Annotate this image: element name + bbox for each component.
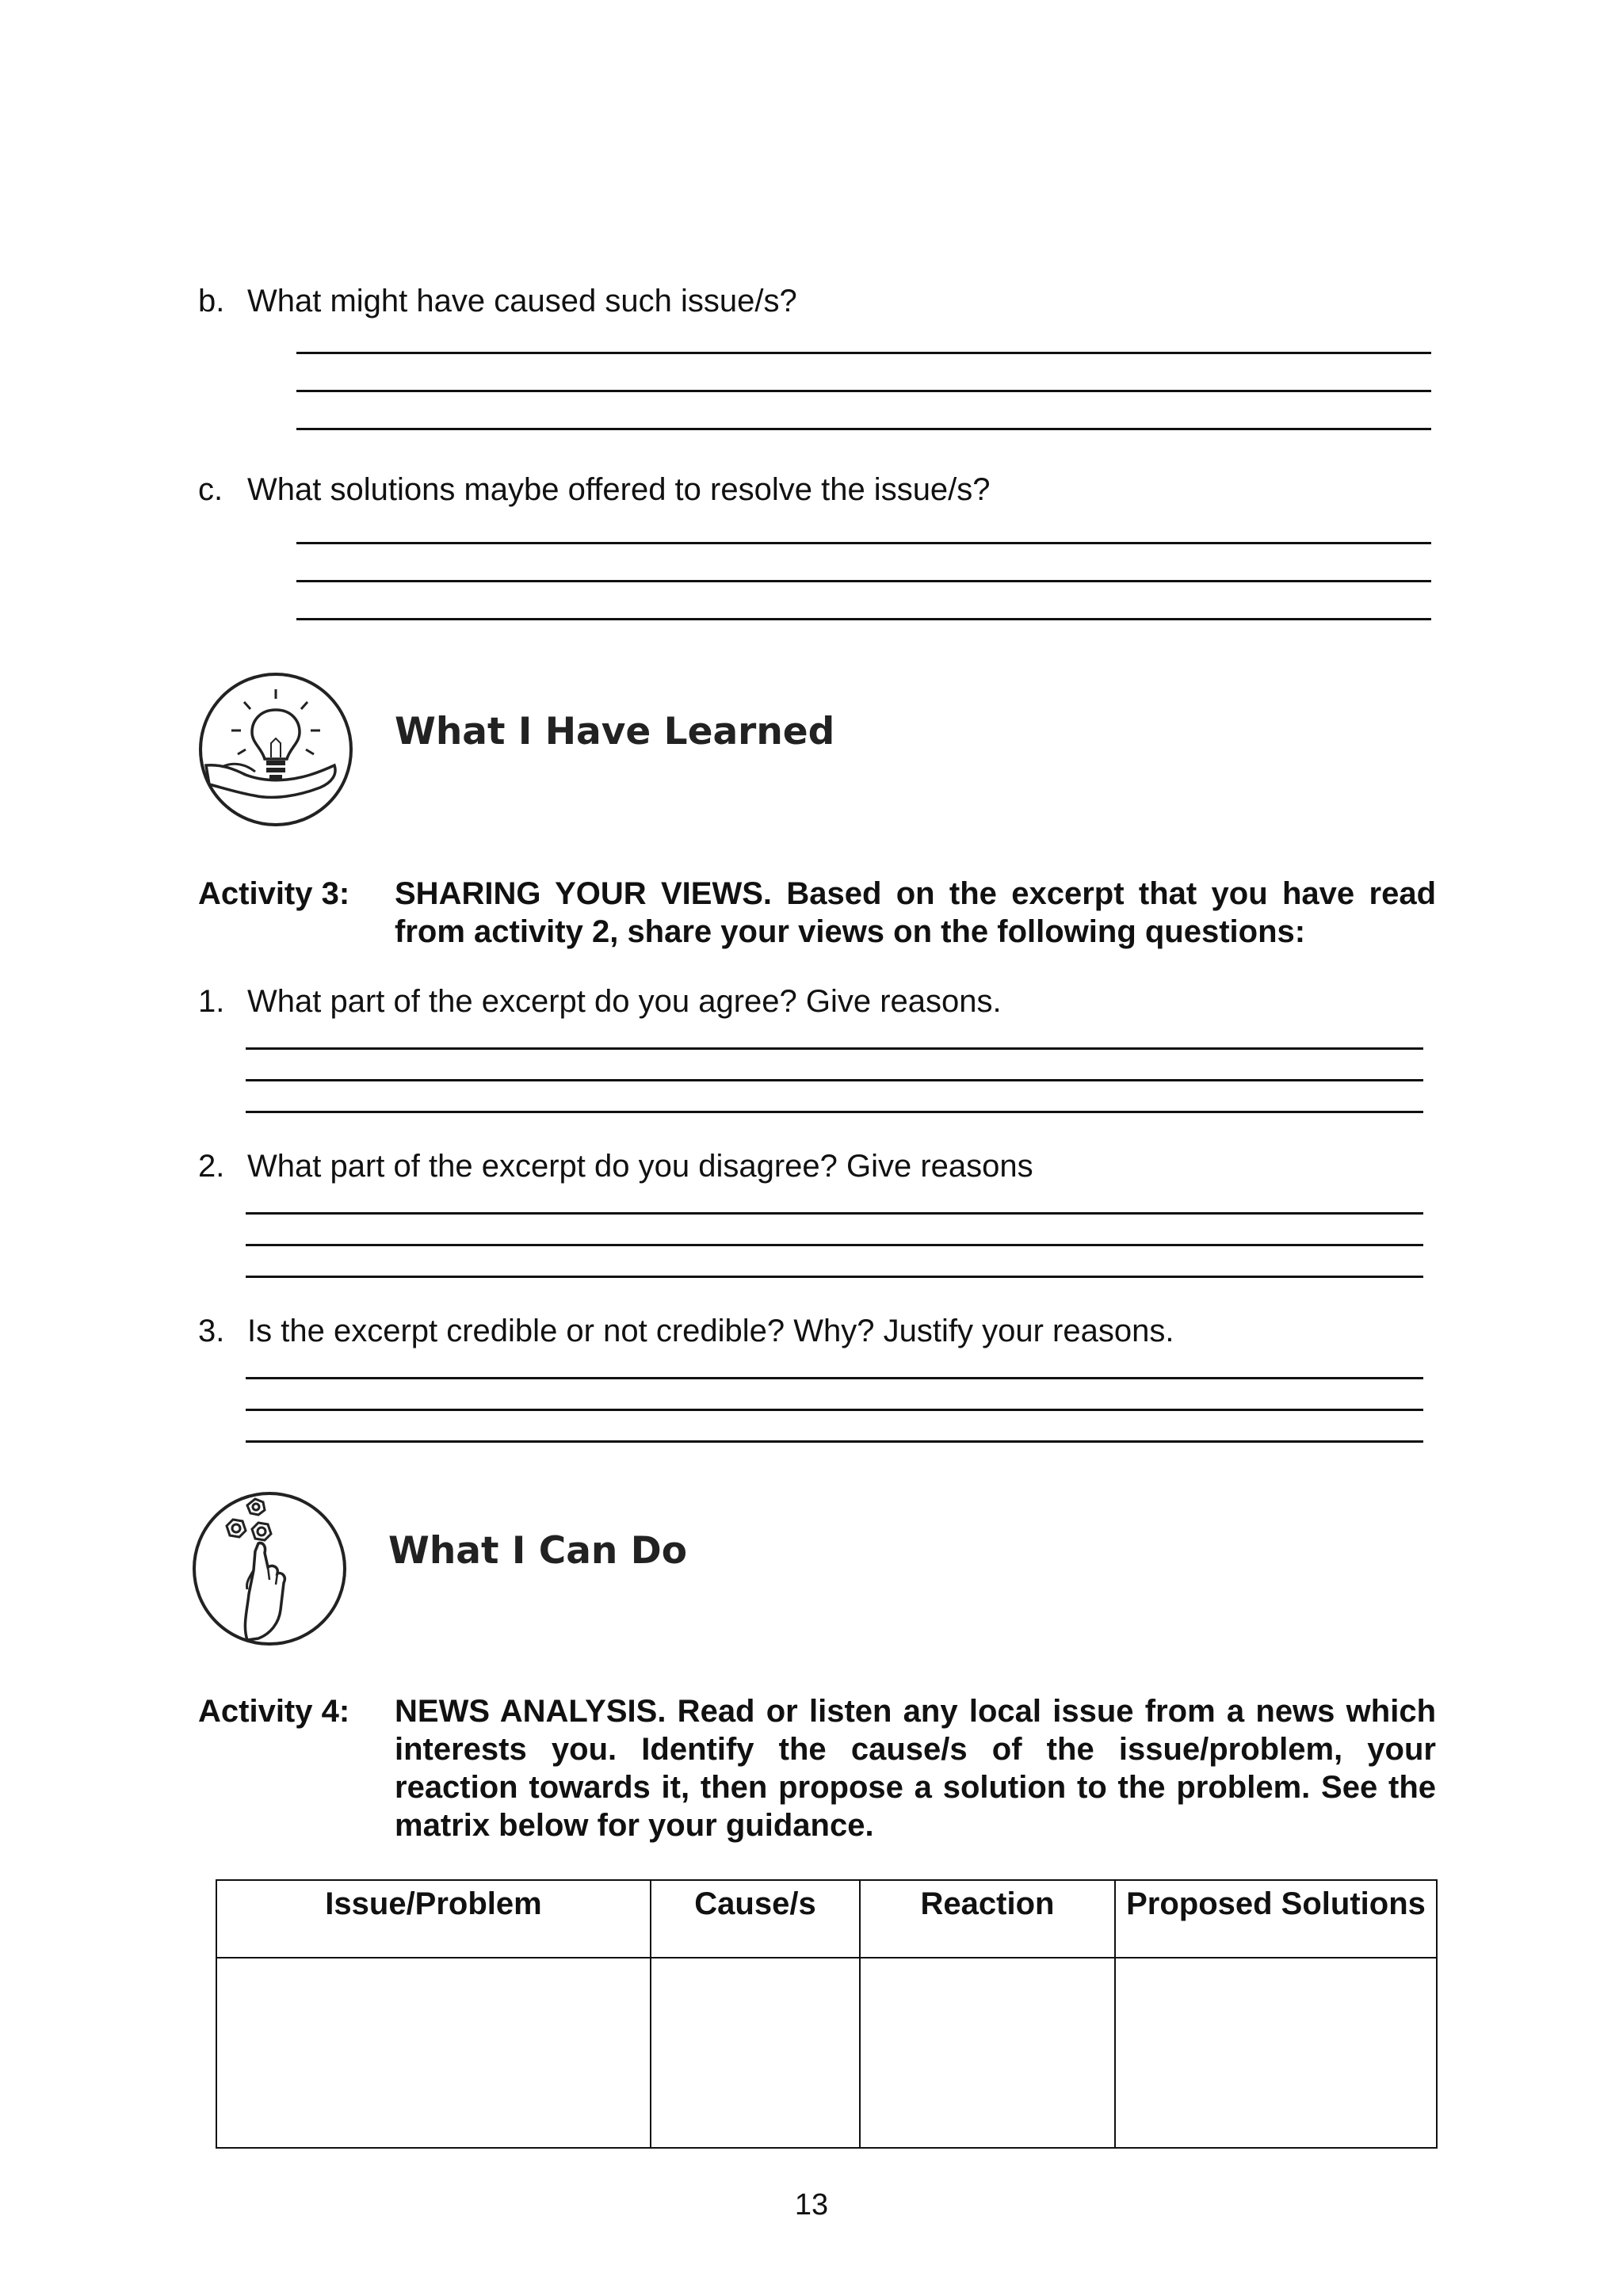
answer-line[interactable] bbox=[296, 352, 1431, 354]
question-2-text: What part of the excerpt do you disagree? Give reasons bbox=[247, 1149, 1033, 1184]
answer-line[interactable] bbox=[246, 1212, 1423, 1215]
question-c bbox=[198, 471, 1466, 509]
page-number: 13 bbox=[794, 2188, 829, 2222]
answer-line[interactable] bbox=[296, 580, 1431, 582]
question-c-text: What solutions maybe offered to resolve the issue/s? bbox=[247, 472, 991, 507]
cell-reaction[interactable] bbox=[860, 1958, 1115, 2148]
question-1-number: 1. bbox=[198, 984, 225, 1019]
hand-gears-icon bbox=[192, 1491, 347, 1646]
answer-line[interactable] bbox=[296, 618, 1431, 620]
lightbulb-hand-icon bbox=[198, 672, 353, 827]
question-b-label: b. bbox=[198, 284, 225, 318]
answer-line[interactable] bbox=[296, 390, 1431, 392]
header-causes: Cause/s bbox=[651, 1880, 860, 1958]
answer-line[interactable] bbox=[246, 1244, 1423, 1246]
question-1-text: What part of the excerpt do you agree? Give reasons. bbox=[247, 984, 1002, 1019]
question-1 bbox=[198, 982, 1466, 1020]
matrix-header-row bbox=[216, 1880, 1437, 1958]
answer-line[interactable] bbox=[246, 1440, 1423, 1443]
activity-3-label: Activity 3: bbox=[198, 876, 350, 911]
question-2 bbox=[198, 1147, 1466, 1185]
answer-line[interactable] bbox=[246, 1047, 1423, 1050]
question-c-label: c. bbox=[198, 472, 223, 507]
header-proposed-solutions: Proposed Solutions bbox=[1115, 1880, 1437, 1958]
activity-3-text: SHARING YOUR VIEWS. Based on the excerpt that you have read from activity 2, share your views on the following questions: bbox=[395, 876, 1436, 949]
answer-line[interactable] bbox=[296, 542, 1431, 544]
header-issue-problem: Issue/Problem bbox=[216, 1880, 651, 1958]
answer-line[interactable] bbox=[246, 1409, 1423, 1411]
question-2-number: 2. bbox=[198, 1149, 225, 1184]
answer-line[interactable] bbox=[246, 1111, 1423, 1113]
cell-issue-problem[interactable] bbox=[216, 1958, 651, 2148]
question-b bbox=[198, 282, 1466, 320]
answer-line[interactable] bbox=[246, 1276, 1423, 1278]
matrix-answer-row bbox=[216, 1958, 1437, 2148]
header-reaction: Reaction bbox=[860, 1880, 1115, 1958]
answer-line[interactable] bbox=[246, 1079, 1423, 1081]
answer-line[interactable] bbox=[246, 1377, 1423, 1379]
question-3-text: Is the excerpt credible or not credible? Why? Justify your reasons. bbox=[247, 1314, 1174, 1348]
cell-causes[interactable] bbox=[651, 1958, 860, 2148]
section-title-cando: What I Can Do bbox=[388, 1529, 688, 1573]
cell-proposed-solutions[interactable] bbox=[1115, 1958, 1437, 2148]
activity-4-text: NEWS ANALYSIS. Read or listen any local issue from a news which interests you. Identify the cause/s of the issue/problem, your reaction towards it, then propose a solution to the problem. See the matrix below for your guidance. bbox=[395, 1694, 1436, 1843]
question-b-text: What might have caused such issue/s? bbox=[247, 284, 797, 318]
news-analysis-matrix bbox=[216, 1879, 1438, 2149]
section-title-learned: What I Have Learned bbox=[395, 710, 835, 753]
answer-line[interactable] bbox=[296, 428, 1431, 430]
question-3-number: 3. bbox=[198, 1314, 225, 1348]
activity-4-label: Activity 4: bbox=[198, 1694, 350, 1729]
question-3 bbox=[198, 1312, 1466, 1350]
